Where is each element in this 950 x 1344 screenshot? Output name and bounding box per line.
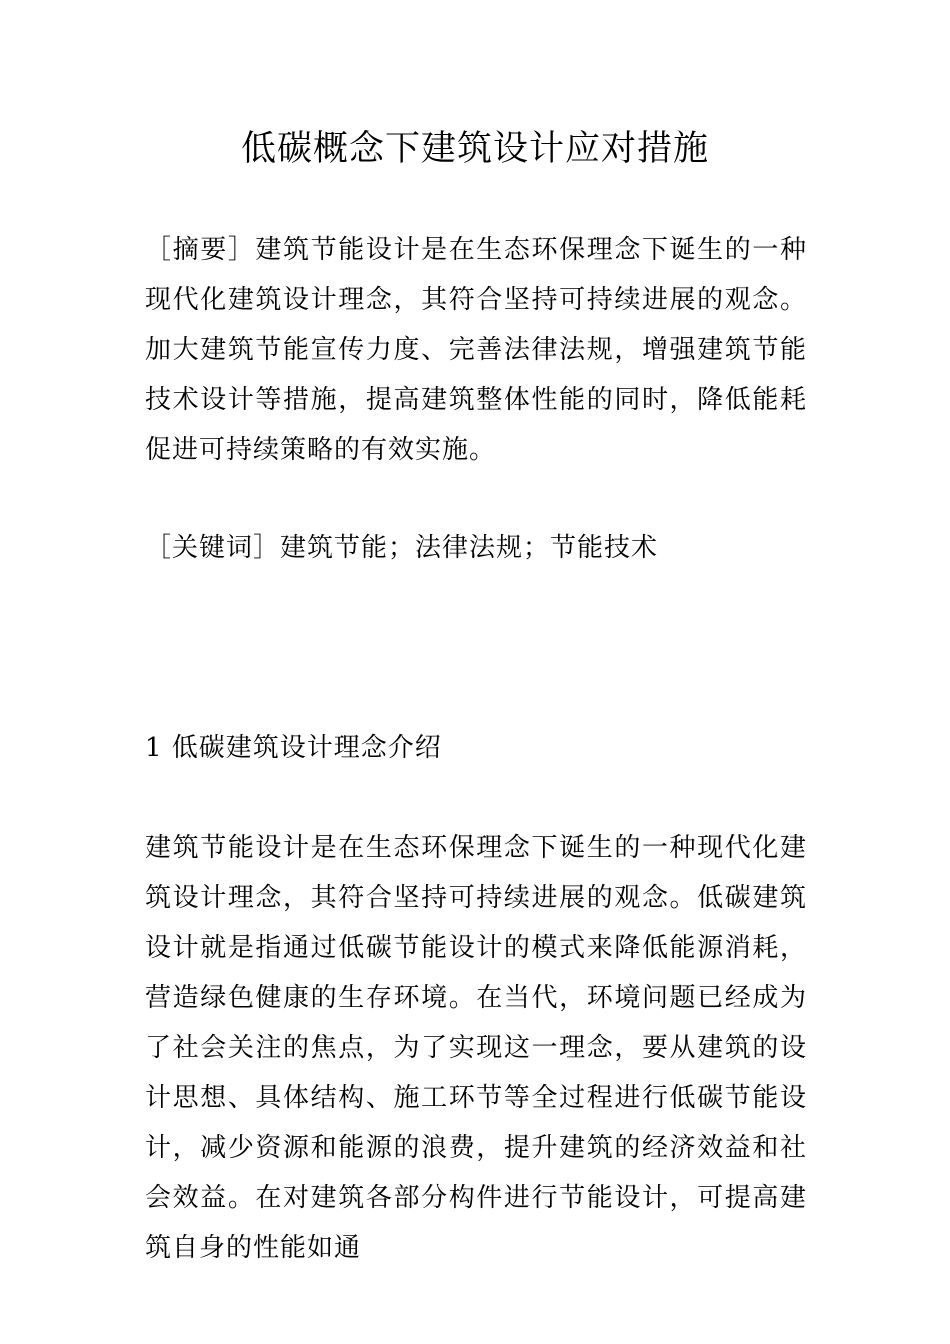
- abstract-paragraph: ［摘要］建筑节能设计是在生态环保理念下诞生的一种现代化建筑设计理念，其符合坚持可持续进展的观念。加大建筑节能宣传力度、完善法律法规，增强建筑节能技术设计等措施，提高建筑整体性能的同时，降低能耗促进可持续策略的有效实施。: [145, 235, 807, 465]
- body-paragraph: 建筑节能设计是在生态环保理念下诞生的一种现代化建筑设计理念，其符合坚持可持续进展的观念。低碳建筑设计就是指通过低碳节能设计的模式来降低能源消耗，营造绿色健康的生存环境。在当代，环境问题已经成为了社会关注的焦点，为了实现这一理念，要从建筑的设计思想、具体结构、施工环节等全过程进行低碳节能设计，减少资源和能源的浪费，提升建筑的经济效益和社会效益。在对建筑各部分构件进行节能设计，可提高建筑自身的性能如通: [145, 833, 807, 1263]
- section-heading: 1 低碳建筑设计理念介绍: [145, 733, 442, 763]
- keywords-paragraph: ［关键词］建筑节能；法律法规；节能技术: [145, 533, 659, 563]
- page-title: 低碳概念下建筑设计应对措施: [240, 129, 709, 169]
